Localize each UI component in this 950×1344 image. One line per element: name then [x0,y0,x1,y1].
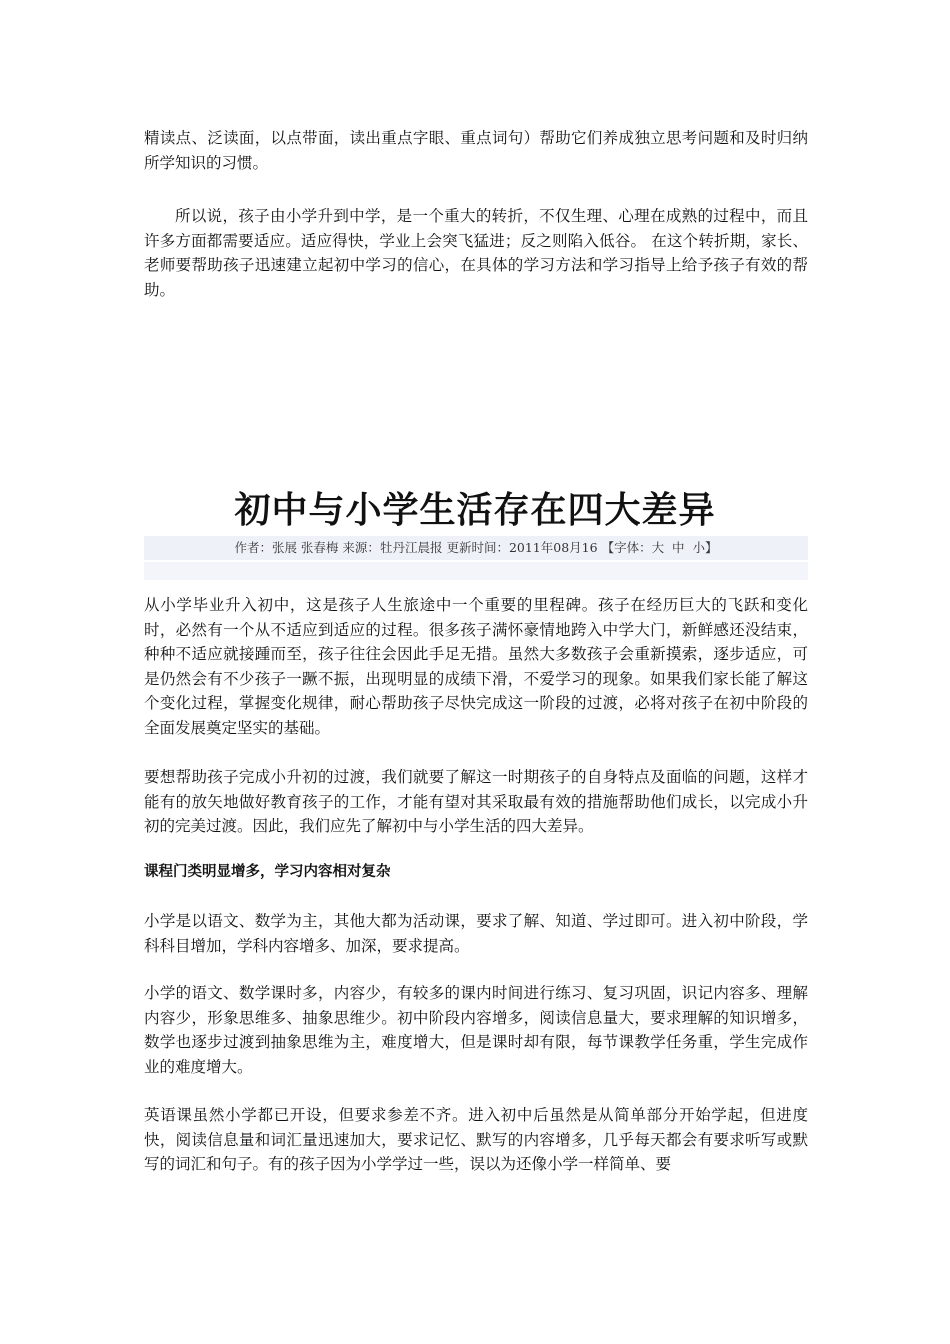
intro-paragraph-1-text: 精读点、泛读面，以点带面，读出重点字眼、重点词句）帮助它们养成独立思考问题和及时归纳所学知识的习惯。 [144,129,808,172]
article-meta-bar [144,536,808,560]
article-source: 牡丹江晨报 [379,540,443,555]
font-size-close: 】 [705,540,718,555]
article-updated: 2011年08月16 [508,540,598,555]
section-heading: 课程门类明显增多，学习内容相对复杂 [144,864,391,880]
intro-paragraph-1 [144,126,808,175]
intro-paragraph-2 [144,204,808,302]
updated-label: 更新时间： [446,540,509,555]
article-paragraph-1-text: 从小学毕业升入初中，这是孩子人生旅途中一个重要的里程碑。孩子在经历巨大的飞跃和变化时，必然有一个从不适应到适应的过程。很多孩子满怀豪情地跨入中学大门，新鲜感还没结束，种种不适应就接踵而至，孩子往往会因此手足无措。虽然大多数孩子会重新摸索，逐步适应，可是仍然会有不少孩子一蹶不振，出现明显的成绩下滑，不爱学习的现象。如果我们家长能了解这个变化过程，掌握变化规律，耐心帮助孩子尽快完成这一阶段的过渡，必将对孩子在初中阶段的全面发展奠定坚实的基础。 [144,596,808,737]
source-label: 来源： [342,540,380,555]
section-paragraph-3-text: 英语课虽然小学都已开设，但要求参差不齐。进入初中后虽然是从简单部分开始学起，但进度快，阅读信息量和词汇量迅速加大，要求记忆、默写的内容增多，几乎每天都会有要求听写或默写的词汇和句子。有的孩子因为小学学过一些，误以为还像小学一样简单、要 [144,1106,808,1173]
article-title: 初中与小学生活存在四大差异 [234,489,716,531]
meta-divider-band [144,562,808,580]
article-paragraph-1 [144,593,808,740]
article-authors: 张展 张春梅 [271,540,339,555]
font-size-large-link[interactable]: 大 [651,540,665,555]
section-paragraph-2-text: 小学的语文、数学课时多，内容少，有较多的课内时间进行练习、复习巩固，识记内容多、理解内容少，形象思维多、抽象思维少。初中阶段内容增多，阅读信息量大，要求理解的知识增多，数学也逐步过渡到抽象思维为主，难度增大，但是课时却有限，每节课教学任务重，学生完成作业的难度增大。 [144,984,808,1076]
article-paragraph-2-text: 要想帮助孩子完成小升初的过渡，我们就要了解这一时期孩子的自身特点及面临的问题，这样才能有的放矢地做好教育孩子的工作，才能有望对其采取最有效的措施帮助他们成长，以完成小升初的完美过渡。因此，我们应先了解初中与小学生活的四大差异。 [144,768,808,835]
font-size-open: 【字体： [601,540,652,555]
intro-paragraph-2-text: 所以说，孩子由小学升到中学，是一个重大的转折，不仅生理、心理在成熟的过程中，而且许多方面都需要适应。适应得快，学业上会突飞猛进；反之则陷入低谷。 在这个转折期，家长、老师要帮助孩子迅速建立起初中学习的信心，在具体的学习方法和学习指导上给予孩子有效的帮助。 [144,207,808,299]
font-size-medium-link[interactable]: 中 [672,540,685,555]
section-paragraph-2 [144,981,808,1079]
section-paragraph-3 [144,1103,808,1177]
section-paragraph-1-text: 小学是以语文、数学为主，其他大都为活动课，要求了解、知道、学过即可。进入初中阶段，学科科目增加，学科内容增多、加深，要求提高。 [144,912,808,955]
author-label: 作者： [234,540,272,555]
section-paragraph-1 [144,909,808,958]
article-paragraph-2 [144,765,808,839]
font-size-small-link[interactable]: 小 [692,540,706,555]
